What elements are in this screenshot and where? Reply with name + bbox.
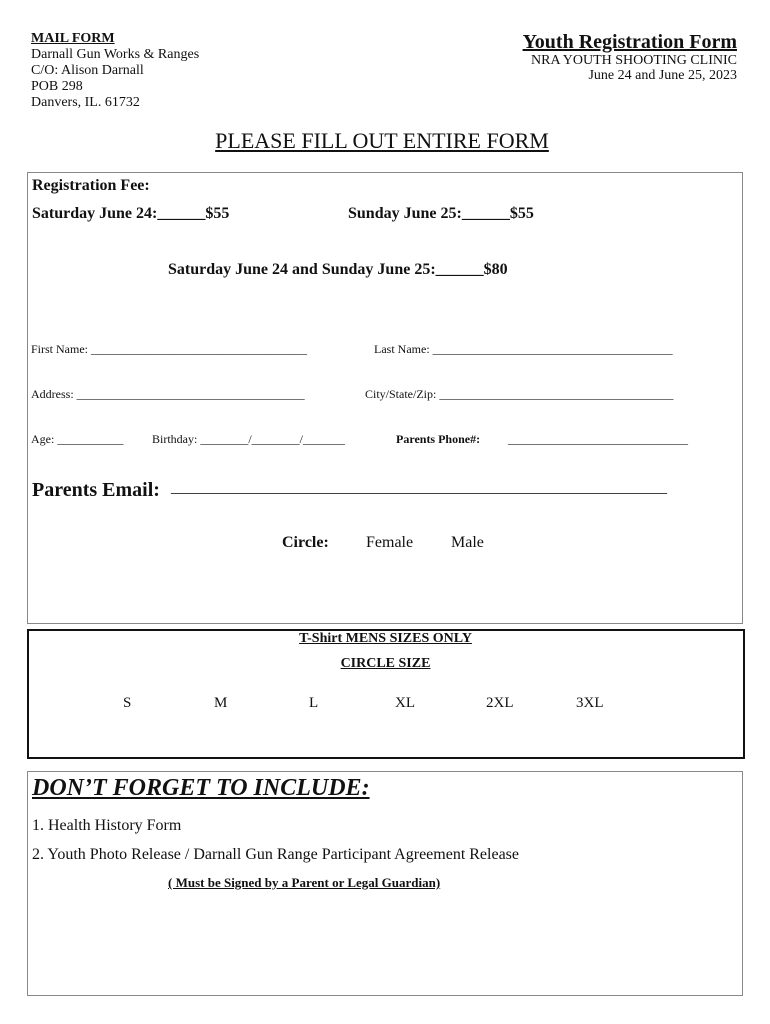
parents-email-field[interactable]: ______________________________________________________________ (171, 479, 667, 496)
first-name-field[interactable]: First Name: ____________________________________ (31, 342, 307, 356)
fill-instruction: PLEASE FILL OUT ENTIRE FORM (215, 128, 549, 153)
age-field[interactable]: Age: ___________ (31, 432, 124, 446)
parents-phone-label: Parents Phone#: (396, 432, 481, 446)
birthday-field[interactable]: Birthday: ________/________/_______ (152, 432, 345, 446)
include-item-health-form: 1. Health History Form (32, 817, 182, 834)
form-title: Youth Registration Form (522, 31, 737, 53)
gender-circle-label: Circle: (282, 534, 329, 551)
size-option-3xl[interactable]: 3XL (576, 695, 604, 711)
address-field[interactable]: Address: ______________________________________ (31, 387, 305, 401)
city-state-zip-field[interactable]: City/State/Zip: _______________________________________ (365, 387, 674, 401)
last-name-field[interactable]: Last Name: ________________________________________ (374, 342, 673, 356)
registration-fee-label: Registration Fee: (32, 177, 150, 194)
form-subtitle: NRA YOUTH SHOOTING CLINIC (531, 53, 737, 68)
parents-email-label: Parents Email: (32, 479, 160, 501)
size-option-l[interactable]: L (309, 695, 319, 711)
mail-form-line: Darnall Gun Works & Ranges (31, 47, 200, 62)
form-dates: June 24 and June 25, 2023 (588, 68, 737, 83)
include-item-photo-release: 2. Youth Photo Release / Darnall Gun Range Participant Agreement Release (32, 846, 520, 863)
signature-note: ( Must be Signed by a Parent or Legal Guardian) (168, 875, 441, 890)
saturday-fee[interactable]: Saturday June 24:______$55 (32, 205, 230, 222)
size-option-m[interactable]: M (214, 695, 228, 711)
tshirt-instruction: CIRCLE SIZE (340, 656, 431, 671)
mail-form-heading: MAIL FORM (31, 31, 115, 46)
both-days-fee[interactable]: Saturday June 24 and Sunday June 25:______$80 (168, 261, 508, 278)
size-option-2xl[interactable]: 2XL (486, 695, 514, 711)
tshirt-section (27, 629, 745, 759)
gender-male-option[interactable]: Male (451, 534, 484, 551)
mail-form-line: Danvers, IL. 61732 (31, 95, 140, 110)
size-option-xl[interactable]: XL (395, 695, 415, 711)
mail-form-address (31, 31, 199, 111)
include-heading: DON’T FORGET TO INCLUDE: (32, 775, 370, 801)
include-section (27, 771, 743, 996)
parents-phone-field[interactable]: ______________________________ (508, 432, 688, 446)
registration-section (27, 172, 743, 624)
mail-form-line: POB 298 (31, 79, 83, 94)
sunday-fee[interactable]: Sunday June 25:______$55 (348, 205, 534, 222)
form-title-block (523, 31, 737, 83)
mail-form-line: C/O: Alison Darnall (31, 63, 144, 78)
gender-female-option[interactable]: Female (366, 534, 414, 551)
size-option-s[interactable]: S (123, 695, 132, 711)
tshirt-title: T-Shirt MENS SIZES ONLY (299, 631, 472, 646)
